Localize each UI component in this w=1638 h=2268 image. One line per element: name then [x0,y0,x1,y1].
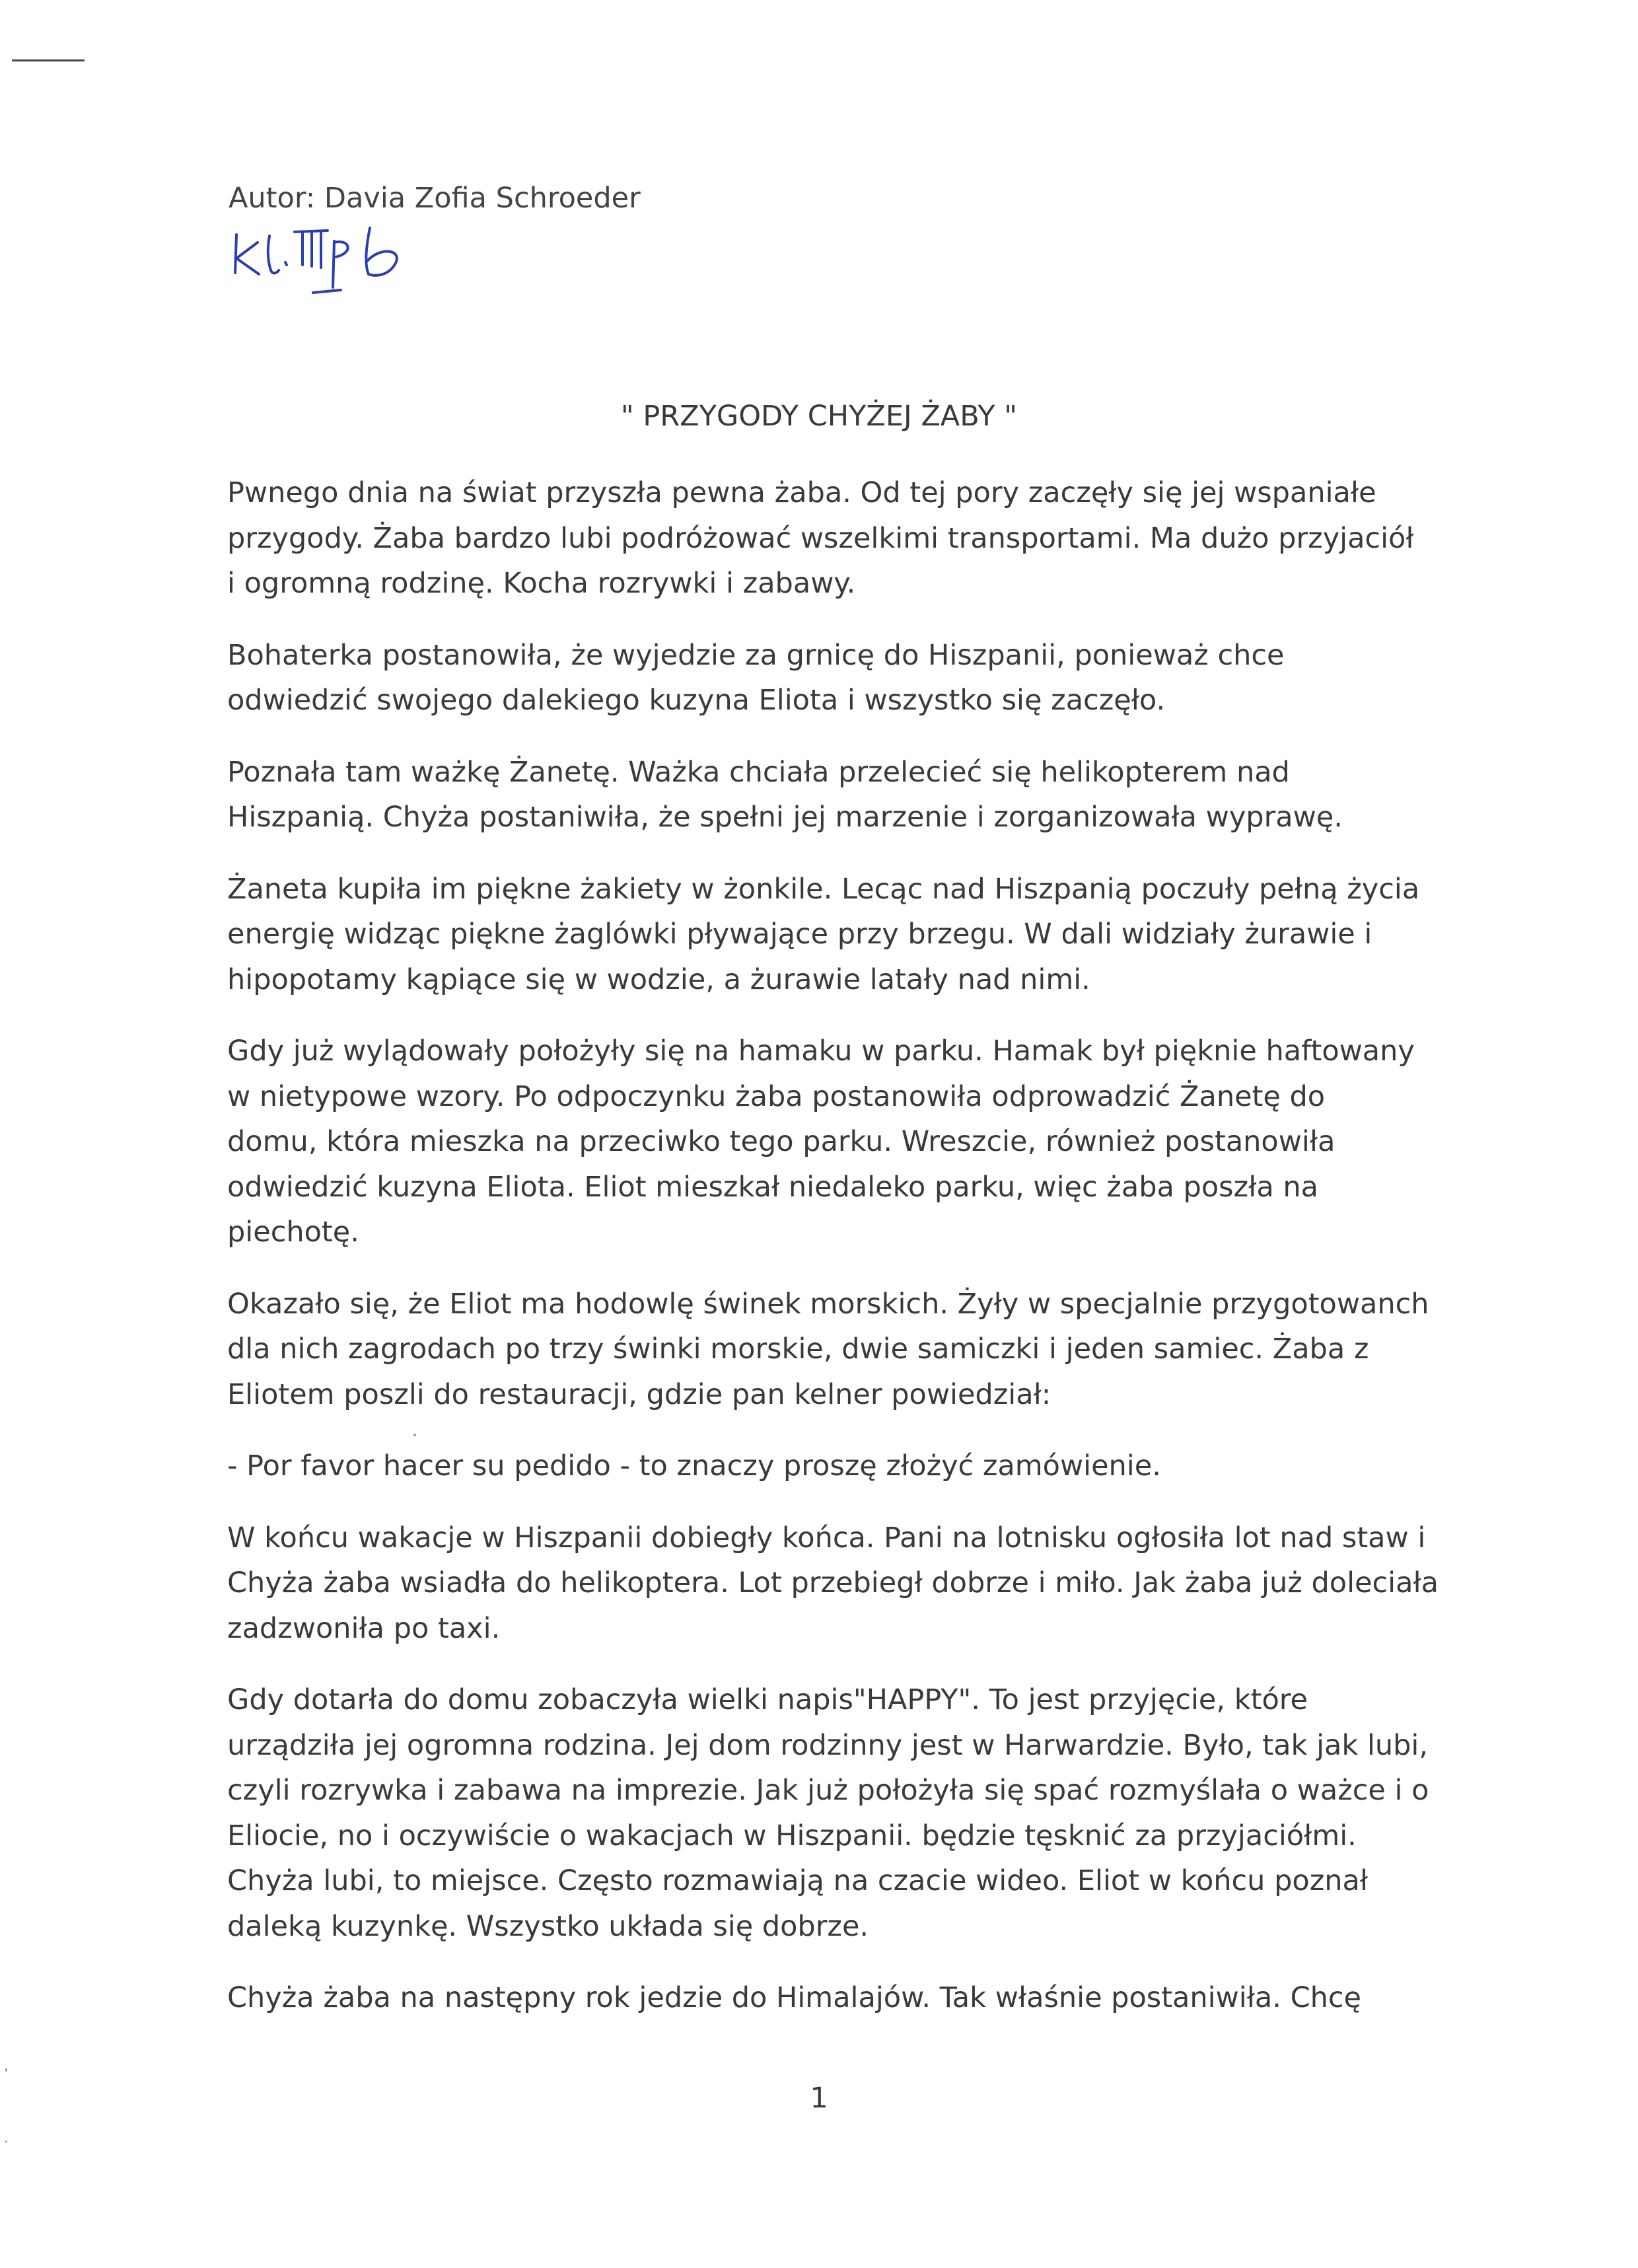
text-line: Okazało się, że Eliot ma hodowlę świnek morskich. Żyły w specjalnie przygotowanch [227,1287,1429,1321]
paragraph-9 [227,1677,1429,1949]
text-line: piechotę. [227,1216,359,1249]
paragraph-7 [227,1444,1390,1489]
text-line: w nietypowe wzory. Po odpoczynku żaba postanowiła odprowadzić Żanetę do [227,1079,1326,1113]
text-line: Bohaterka postanowiła, że wyjedzie za grnicę do Hiszpanii, ponieważ chce [227,638,1285,672]
scan-edge-mark [12,59,85,61]
text-line: Pwnego dnia na świat przyszła pewna żaba. Od tej pory zaczęły się jej wspaniałe [227,476,1376,509]
paragraph-10 [227,1975,1390,2021]
scan-speck [5,2140,7,2142]
paragraph-4 [227,867,1420,1003]
paragraph-5 [227,1029,1415,1255]
author-line: Autor: Davia Zofia Schroeder [229,182,641,215]
text-line: Gdy dotarła do domu zobaczyła wielki napis"HAPPY". To jest przyjęcie, które [227,1683,1308,1716]
text-line: Eliotem poszli do restauracji, gdzie pan kelner powiedział: [227,1377,1051,1411]
text-line: zadzwoniła po taxi. [227,1611,501,1645]
paragraph-1 [227,470,1414,606]
text-line: energię widząc piękne żaglówki pływające przy brzegu. W dali widziały żurawie i [227,918,1372,951]
text-line: Eliocie, no i oczywiście o wakacjach w Hiszpanii. będzie tęsknić za przyjaciółmi. [227,1819,1357,1852]
paragraph-8 [227,1516,1439,1652]
text-line: odwiedzić kuzyna Eliota. Eliot mieszkał niedaleko parku, więc żaba poszła na [227,1170,1318,1204]
handwritten-class-note [229,221,427,301]
paragraph-2 [227,633,1390,723]
text-line: Chyża żaba wsiadła do helikoptera. Lot przebiegł dobrze i miło. Jak żaba już doleciała [227,1566,1439,1599]
text-line: hipopotamy kąpiące się w wodzie, a żurawie latały nad nimi. [227,963,1090,996]
text-line: Hiszpanią. Chyża postaniwiła, że spełni jej marzenie i zorganizowała wyprawę. [227,801,1343,834]
scan-speck [413,1434,416,1436]
paragraph-6 [227,1282,1429,1418]
text-line: Żaneta kupiła im piękne żakiety w żonkile. Lecąc nad Hiszpanią poczuły pełną życia [227,872,1420,906]
handwritten-class-note-drawing [229,221,427,301]
text-line: W końcu wakacje w Hiszpanii dobiegły końca. Pani na lotnisku ogłosiła lot nad staw i [227,1521,1426,1555]
text-line: i ogromną rodzinę. Kocha rozrywki i zabawy. [227,567,856,600]
text-line: przygody. Żaba bardzo lubi podróżować wszelkimi transportami. Ma dużo przyjaciół [227,521,1414,555]
text-line: czyli rozrywka i zabawa na imprezie. Jak już położyła się spać rozmyślała o ważce i o [227,1774,1429,1807]
text-line: daleką kuzynkę. Wszystko układa się dobrze. [227,1909,869,1943]
page-number: 1 [810,2082,828,2115]
text-line: Chyża lubi, to miejsce. Często rozmawiają na czacie wideo. Eliot w końcu poznał [227,1864,1369,1897]
text-line: dla nich zagrodach po trzy świnki morskie, dwie samiczki i jeden samiec. Żaba z [227,1333,1369,1366]
text-line: domu, która mieszka na przeciwko tego parku. Wreszcie, również postanowiła [227,1125,1335,1158]
story-body [227,470,1439,2047]
story-title: " PRZYGODY CHYŻEJ ŻABY " [620,400,1018,433]
text-line: urządziła jej ogromna rodzina. Jej dom rodzinny jest w Harwardzie. Było, tak jak lubi, [227,1728,1429,1762]
scan-speck [5,2068,7,2072]
text-line: Poznała tam ważkę Żanetę. Ważka chciała przelecieć się helikopterem nad [227,755,1290,789]
paragraph-3 [227,750,1390,840]
text-line: odwiedzić swojego dalekiego kuzyna Eliota i wszystko się zaczęło. [227,684,1166,717]
text-line: Chyża żaba na następny rok jedzie do Himalajów. Tak właśnie postaniwiła. Chcę [227,1981,1361,2014]
text-line: - Por favor hacer su pedido - to znaczy proszę złożyć zamówienie. [227,1449,1161,1482]
text-line: Gdy już wylądowały położyły się na hamaku w parku. Hamak był pięknie haftowany [227,1035,1415,1068]
